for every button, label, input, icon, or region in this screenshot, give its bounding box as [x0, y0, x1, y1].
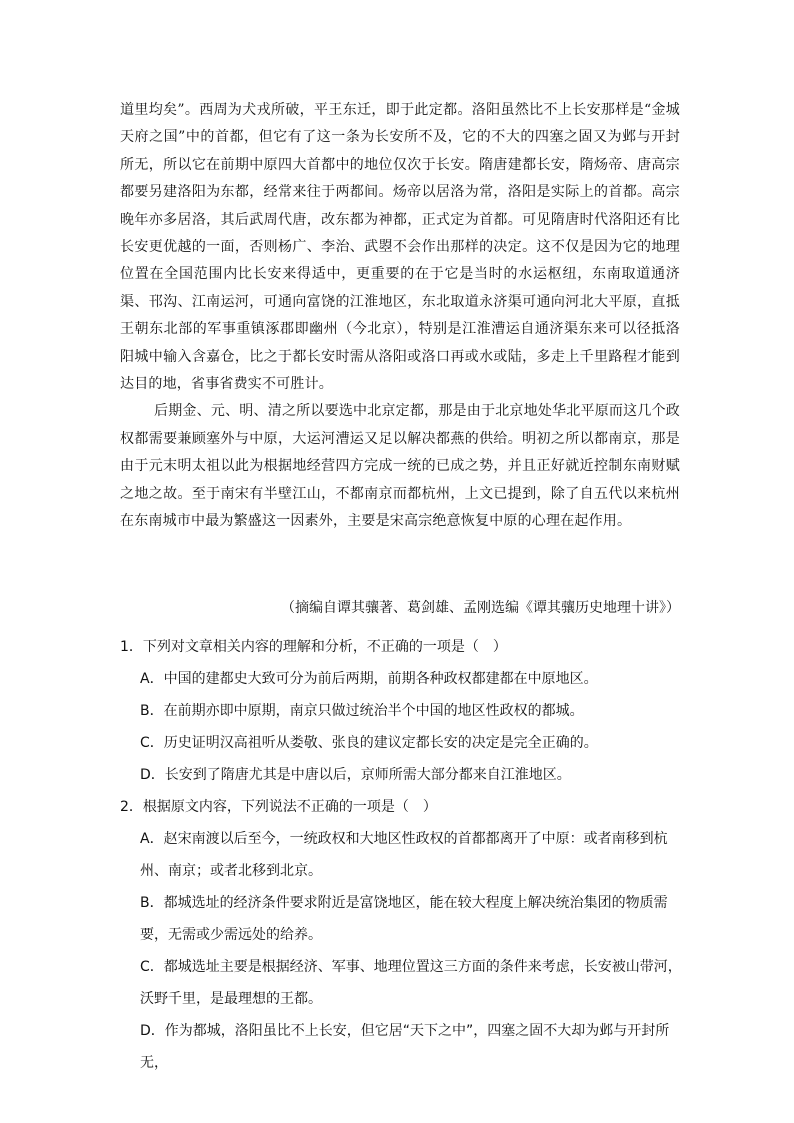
answer-option[interactable] [120, 695, 685, 727]
answer-option[interactable] [120, 727, 685, 759]
passage-paragraph: 道里均矣”。西周为犬戎所破，平王东迁，即于此定都。洛阳虽然比不上长安那样是“金城天府之国”中的首都，但它有了这一条为长安所不及，它的不大的四塞之固又为邺与开封所无，所以它在前期中原四大首都中的地位仅次于长安。隋唐建都长安，隋炀帝、唐高宗都要另建洛阳为东都，经常来往于两都间。炀帝以居洛为常，洛阳是实际上的首都。高宗晚年亦多居洛，其后武周代唐，改东都为神都，正式定为首都。可见隋唐时代洛阳还有比长安更优越的一面，否则杨广、李治、武曌不会作出那样的决定。这不仅是因为它的地理位置在全国范围内比长安来得适中，更重要的在于它是当时的水运枢纽，东南取道通济渠、邗沟、江南运河，可通向富饶的江淮地区，东北取道永济渠可通向河北大平原，直抵王朝东北部的军事重镇涿郡即幽州（今北京），特别是江淮漕运自通济渠东来可以径抵洛阳城中输入含嘉仓，比之于都长安时需从洛阳或洛口再或水或陆，多走上千里路程才能到达目的地，省事省费实不可胜计。 [120, 102, 680, 393]
option-text: C．历史证明汉高祖听从娄敬、张良的建议定都长安的决定是完全正确的。 [140, 735, 598, 751]
question-stem: 2．根据原文内容，下列说法不正确的一项是（ ） [120, 799, 437, 815]
question-stem: 1．下列对文章相关内容的理解和分析，不正确的一项是（ ） [120, 639, 507, 655]
option-text-continued: 沃野千里，是最理想的王都。 [140, 991, 322, 1007]
option-text-continued: 要，无需或少需远处的给养。 [140, 927, 322, 943]
source-citation: （摘编自谭其骧著、葛剑雄、孟刚选编《谭其骧历史地理十讲》） [281, 600, 680, 616]
option-text: A．赵宋南渡以后至今，一统政权和大地区性政权的首都都离开了中原：或者南移到杭 [140, 831, 668, 847]
question-list [120, 631, 685, 1079]
answer-option[interactable] [120, 663, 685, 695]
reading-passage [120, 97, 680, 536]
option-text: C．都城选址主要是根据经济、军事、地理位置这三方面的条件来考虑，长安被山带河， [140, 959, 682, 975]
answer-option[interactable] [120, 887, 685, 951]
answer-option[interactable] [120, 1015, 685, 1079]
passage-paragraph: 后期金、元、明、清之所以要选中北京定都，那是由于北京地处华北平原而这几个政权都需要兼顾塞外与中原，大运河漕运又足以解决都燕的供给。明初之所以都南京，那是由于元末明太祖以此为根据地经营四方完成一统的已成之势，并且正好就近控制东南财赋之地之故。至于南宋有半壁江山，不都南京而都杭州，上文已提到，除了自五代以来杭州在东南城市中最为繁盛这一因素外，主要是宋高宗绝意恢复中原的心理在起作用。 [120, 403, 680, 530]
option-text: D．长安到了隋唐尤其是中唐以后，京师所需大部分都来自江淮地区。 [140, 767, 571, 783]
answer-option[interactable] [120, 951, 685, 1015]
answer-option[interactable] [120, 759, 685, 791]
option-text: B．都城选址的经济条件要求附近是富饶地区，能在较大程度上解决统治集团的物质需 [140, 895, 668, 911]
answer-option[interactable] [120, 823, 685, 887]
option-text: D．作为都城，洛阳虽比不上长安，但它居“天下之中”，四塞之固不大却为邺与开封所无， [140, 1023, 670, 1071]
option-text-continued: 州、南京；或者北移到北京。 [140, 863, 322, 879]
option-text: A．中国的建都史大致可分为前后两期，前期各种政权都建都在中原地区。 [140, 671, 598, 687]
option-text: B．在前期亦即中原期，南京只做过统治半个中国的地区性政权的都城。 [140, 703, 584, 719]
